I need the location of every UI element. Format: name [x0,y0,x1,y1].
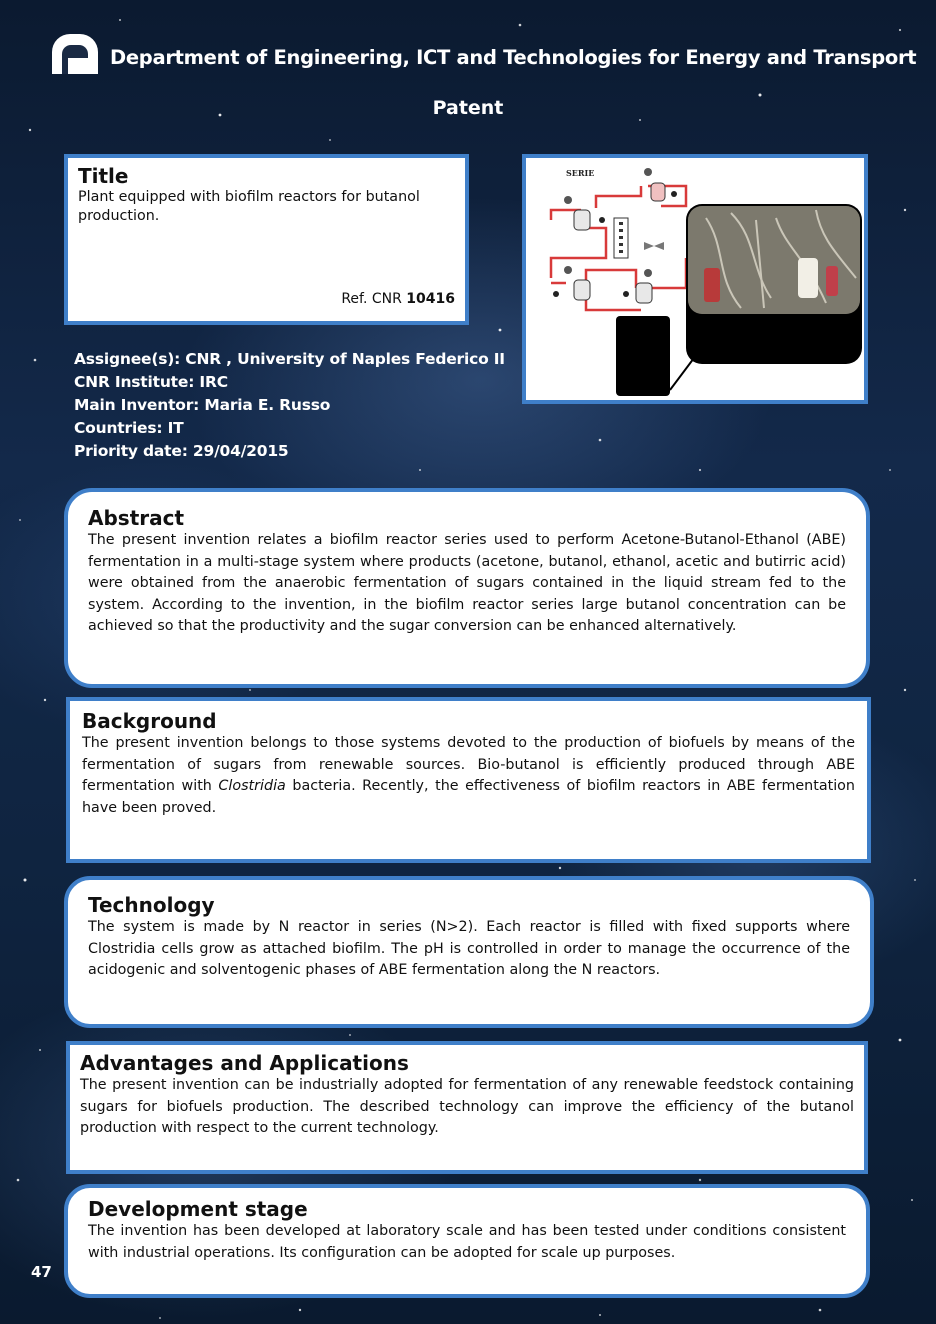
technology-text: The system is made by N reactor in series (N>2). Each reactor is filled with fixed supports where Clostridia cells grow as attached biofilm. The pH is controlled in order to manage the occurrence of the acidogenic and solventogenic phases of ABE fermentation along the N reactors. [88,919,850,978]
development-heading: Development stage [88,1197,308,1221]
main-inventor: Main Inventor: Maria E. Russo [74,396,331,414]
priority-date: Priority date: 29/04/2015 [74,442,289,460]
countries: Countries: IT [74,419,184,437]
advantages-heading: Advantages and Applications [80,1051,409,1075]
figure-label: SERIE [566,168,595,178]
abstract-heading: Abstract [88,506,185,530]
reactor-series-figure [526,158,864,400]
advantages-panel [66,1041,868,1174]
title-heading: Title [78,164,129,188]
cnr-logo [46,30,100,78]
document-type: Patent [432,97,504,119]
development-panel [64,1184,870,1298]
ref-number: 10416 [406,291,455,307]
ref-label: Ref. CNR [341,291,402,307]
background-text-start: The present invention belongs to those systems devoted to the production of biofuels by means of the fermentation of sugars from renewable sources. Bio-butanol is efficiently produced through ABE fermentation with [82,735,855,794]
page-number: 47 [31,1263,52,1281]
abstract-text: The present invention relates a biofilm reactor series used to perform Acetone-Butanol-Ethanol (ABE) fermentation in a multi-stage system where products (acetone, butanol, ethanol, acetic and butirric acid) were obtained from the anaerobic fermentation of sugars contained in the liquid stream fed to the system. According to the invention, in the biofilm reactor series large butanol concentration can be achieved so that the productivity and the sugar conversion can be enhanced alternatively. [88,532,846,634]
reference-number [341,291,455,307]
assignee: Assignee(s): CNR , University of Naples Federico II [74,350,505,368]
title-text: Plant equipped with biofilm reactors for butanol production. [78,189,420,224]
technology-heading: Technology [88,893,215,917]
background-text-end: bacteria. Recently, the effectiveness of biofilm reactors in ABE fermentation have been proved. [82,778,855,816]
cnr-institute: CNR Institute: IRC [74,373,228,391]
background-text [82,733,855,819]
background-panel [66,697,871,863]
patent-meta [74,348,505,463]
development-text: The invention has been developed at laboratory scale and has been tested under conditions consistent with industrial operations. Its configuration can be adopted for scale up purposes. [88,1223,846,1261]
technology-panel [64,876,874,1028]
background-text-italic: Clostridia [218,778,286,794]
background-heading: Background [82,709,217,733]
department-title: Department of Engineering, ICT and Technologies for Energy and Transport [110,46,917,69]
abstract-panel [64,488,870,688]
figure-panel [522,154,868,404]
title-panel [64,154,469,325]
advantages-text: The present invention can be industrially adopted for fermentation of any renewable feedstock containing sugars for biofuels production. The described technology can improve the efficiency of the butanol production with respect to the current technology. [80,1077,854,1136]
